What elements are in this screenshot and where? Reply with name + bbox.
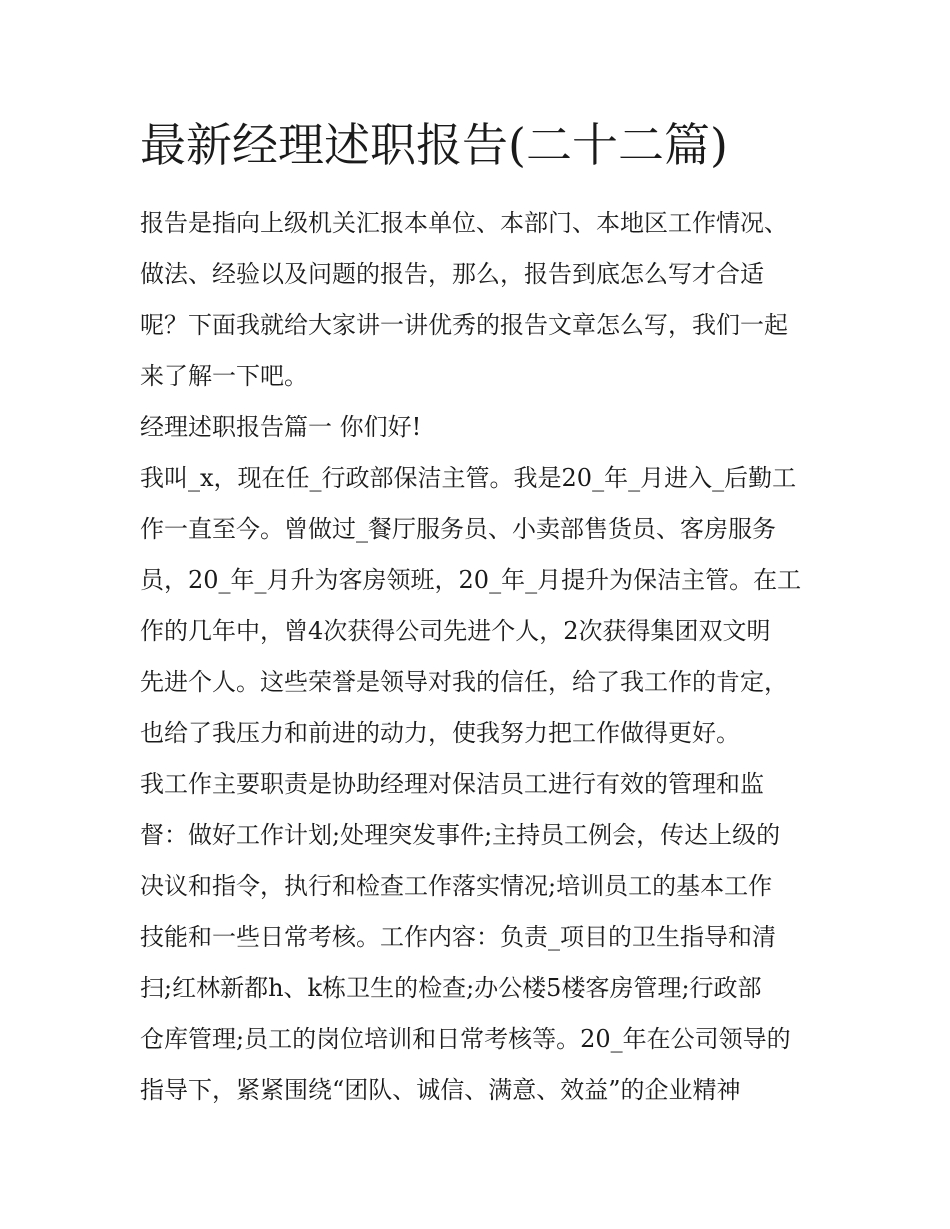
text-line: 督：做好工作计划;处理突发事件;主持员工例会，传达上级的	[140, 821, 781, 849]
text-line: 我叫_x，现在任_行政部保洁主管。我是20_年_月进入_后勤工	[140, 464, 797, 492]
text-line: 也给了我压力和前进的动力，使我努力把工作做得更好。	[140, 719, 740, 747]
text-line: 技能和一些日常考核。工作内容：负责_项目的卫生指导和清	[140, 923, 776, 951]
text-line: 先进个人。这些荣誉是领导对我的信任，给了我工作的肯定，	[140, 668, 788, 696]
document-body	[140, 198, 830, 1116]
section-heading: 经理述职报告篇一 你们好!	[140, 413, 422, 441]
text-line: 报告是指向上级机关汇报本单位、本部门、本地区工作情况、	[140, 209, 788, 237]
text-line: 扫;红林新都h、k栋卫生的检查;办公楼5楼客房管理;行政部	[140, 974, 762, 1002]
text-line: 来了解一下吧。	[140, 362, 308, 390]
text-line: 作的几年中，曾4次获得公司先进个人，2次获得集团双文明	[140, 617, 771, 645]
text-line: 指导下，紧紧围绕“团队、诚信、满意、效益”的企业精神	[140, 1076, 741, 1104]
text-line: 仓库管理;员工的岗位培训和日常考核等。20_年在公司领导的	[140, 1025, 791, 1053]
text-line: 呢？下面我就给大家讲一讲优秀的报告文章怎么写，我们一起	[140, 311, 788, 339]
text-line: 作一直至今。曾做过_餐厅服务员、小卖部售货员、客房服务	[140, 515, 776, 543]
text-line: 做法、经验以及问题的报告，那么，报告到底怎么写才合适	[140, 260, 764, 288]
text-line: 决议和指令，执行和检查工作落实情况;培训员工的基本工作	[140, 872, 773, 900]
text-line: 我工作主要职责是协助经理对保洁员工进行有效的管理和监	[140, 770, 764, 798]
page-title: 最新经理述职报告(二十二篇)	[140, 118, 728, 172]
text-line: 员，20_年_月升为客房领班，20_年_月提升为保洁主管。在工	[140, 566, 802, 594]
